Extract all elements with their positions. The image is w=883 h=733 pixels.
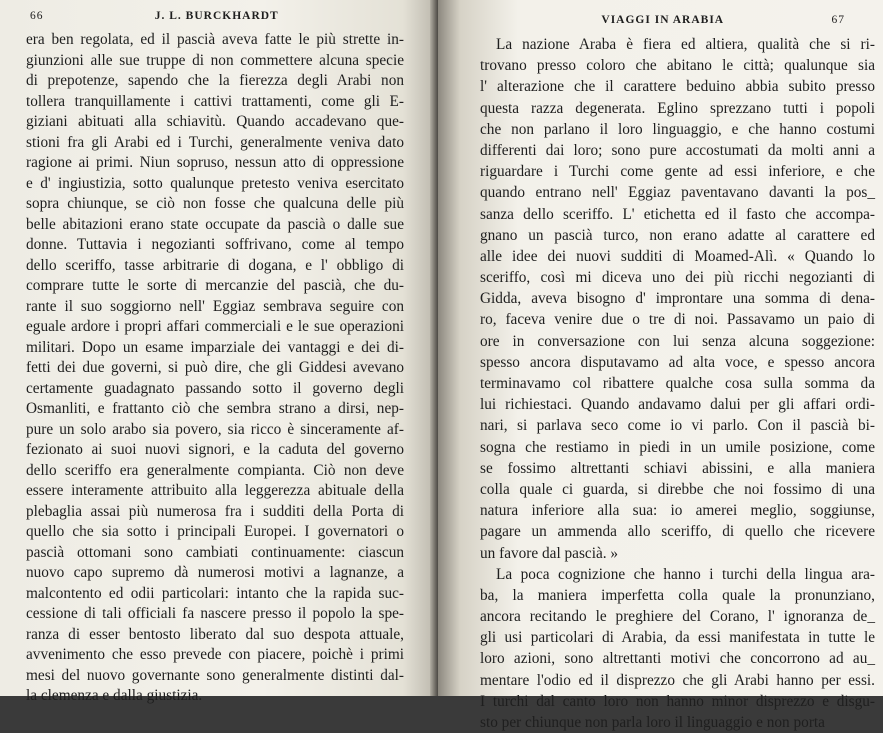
text-line: la clemenza e dalla giustizia. <box>26 687 203 704</box>
text-line: pascià ottomani sono cambiati continuamente: ciascun <box>26 543 404 561</box>
text-line: fezionato ai suoi nuovi signori, e la caduta del governo <box>26 441 404 458</box>
text-line: l' alterazione che il carattere beduino abbia subito presso <box>480 78 875 96</box>
text-line: fetti dei due governi, si può dire, che gli Giddesi avevano <box>26 359 404 376</box>
text-line: lui richiestaci. Quando andavamo dalui per gli affari ordi- <box>480 396 875 414</box>
text-line: colla quale ci guarda, si direbbe che noi fossimo di una <box>480 480 875 498</box>
text-line: giunzioni alle sue truppe di non commettere alcuna specie <box>26 51 404 69</box>
text-line: natura inferiore alla sua: io amerei meglio, soggiunse, <box>480 502 875 520</box>
text-line: sogna che restiamo in piedi in un umile posizione, come <box>480 438 875 456</box>
page-number: 67 <box>831 14 845 26</box>
text-line: ragione ai primi. Niun sopruso, nessun atto di oppressione <box>26 154 404 171</box>
text-line: cessione di tali officiali fa nascere presso il popolo la spe- <box>26 605 404 622</box>
text-line: quello che sia sotto i principali Europei. I governatori o <box>26 523 404 540</box>
text-line: belle abitazioni erano state occupate da pascià o dalle sue <box>26 215 404 233</box>
text-line: giziani abituati alla schiavitù. Quando accadevano que- <box>26 113 404 130</box>
text-line: comprare tutte le sorte di mercanzie del pascià, che du- <box>26 277 404 294</box>
text-line: La poca cognizione che hanno i turchi della lingua ara- <box>496 565 875 583</box>
left-page-header <box>26 10 404 26</box>
text-line: eguale ardore i propri affari commerciali e le sue operazioni <box>26 318 404 335</box>
text-line: tollera tranquillamente i cattivi trattamenti, come gli E- <box>26 92 404 110</box>
text-line: mesi del nuovo governante sono generalmente distinti dal- <box>26 666 404 684</box>
text-line: certamente guadagnato passando sotto il governo degli <box>26 379 404 397</box>
right-page-header <box>480 14 875 30</box>
text-line: sto per chiunque non parla loro il linguaggio e non porta <box>480 714 825 731</box>
left-page-body <box>26 30 404 707</box>
text-line: che non parlano il loro linguaggio, e che hanno costumi <box>480 120 875 138</box>
text-line: pagare un ammenda allo sceriffo, di quello che ricevere <box>480 523 875 541</box>
text-line: militari. Dopo un esame imparziale dei vantaggi e dei di- <box>26 338 404 356</box>
text-line: e d' ingiustizia, sotto qualunque pretesto veniva esercitato <box>26 174 404 192</box>
text-line: loro azioni, sono altrettanti motivi che concorrono ad au_ <box>480 650 875 668</box>
right-page-body <box>480 34 875 733</box>
text-line: plebaglia assai più numerosa fra i sudditi della Porta di <box>26 502 404 520</box>
text-line: differenti dai loro; sono pure accostumati da molti anni a <box>480 141 875 159</box>
left-page <box>0 0 438 704</box>
text-line: ancora recitando le preghiere del Corano, l' ignoranza de_ <box>480 608 875 626</box>
text-line: sanza dello sceriffo. L' etichetta ed il fasto che accompa- <box>480 205 875 223</box>
text-line: rante il suo soggiorno nell' Eggiaz sembrava seguire con <box>26 297 404 315</box>
text-line: stioni fra gli Arabi ed i Turchi, generalmente veniva dato <box>26 133 404 151</box>
text-line: terminavamo col ribattere qualche cosa sulla somma da <box>480 375 875 392</box>
text-line: avvenimento che esso prevede con piacere, poichè i primi <box>26 646 404 663</box>
running-head: VIAGGI IN ARABIA <box>601 14 725 26</box>
text-line: gnano un pascià turco, non erano adatte al carattere ed <box>480 226 875 244</box>
text-line: ranza di esser bentosto liberato dal suo despota attuale, <box>26 625 404 643</box>
text-line: sopra chiunque, se ciò non fosse che qualcuna delle più <box>26 195 404 212</box>
text-line: spesso ancora disputavamo ad alta voce, e spesso ancora <box>480 353 875 371</box>
text-line: di prepotenze, sapendo che la fierezza degli Arabi non <box>26 72 404 89</box>
text-line: malcontento ed odii particolari: intanto che la rapida suc- <box>26 584 404 602</box>
text-line: era ben regolata, ed il pascià aveva fatte le più strette in- <box>26 31 404 48</box>
text-line: un favore dal pascià. » <box>480 544 619 562</box>
text-line: riguardare i Turchi come gente ad essi inferiore, e che <box>480 163 875 181</box>
text-line: sceriffo, così mi diceva uno dei più ricchi negozianti di <box>480 269 875 287</box>
text-line: essere interamente attribuito alla leggerezza abituale della <box>26 482 404 499</box>
page-number: 66 <box>30 10 44 22</box>
text-line: quando entrano nell' Eggiaz paventavano davanti la pos_ <box>480 184 875 202</box>
text-line: trovano presso coloro che abitano le città; qualunque sia <box>480 57 875 75</box>
text-line: se fossimo altrettanti schiavi abissini, e alla maniera <box>480 459 875 477</box>
text-line: ro, faceva venire due o tre di noi. Passavamo un paio di <box>480 311 875 329</box>
text-line: questa razza degenerata. Eglino sprezzano tutti i popoli <box>480 99 875 117</box>
text-line: ore in conversazione con lui senza alcuna soggezione: <box>480 332 875 350</box>
text-line: alle idee dei nuovi sudditi di Moamed-Alì. « Quando lo <box>480 247 875 265</box>
text-line: nuovo capo supremo dà numerosi motivi a lagnanze, a <box>26 564 404 581</box>
text-line: gli usi particolari di Arabia, da essi manifestata in tutte le <box>480 629 875 647</box>
text-line: dello sceriffo era generalmente compianta. Ciò non deve <box>26 461 404 479</box>
text-line: ba, la maniera imperfetta colla quale la pronunziano, <box>480 586 875 604</box>
text-line: mentare l'odio ed il disprezzo che gli Arabi hanno per essi. <box>480 671 875 689</box>
text-line: Gidda, aveva bisogno d' improntare una somma di dena- <box>480 290 875 308</box>
right-page <box>438 0 883 731</box>
text-line: dello sceriffo, tasse arbitrarie di dogana, e l' obbligo di <box>26 256 404 274</box>
text-line: donne. Tuttavia i negozianti soffrivano, come al tempo <box>26 236 404 253</box>
running-head: J. L. BURCKHARDT <box>154 10 279 22</box>
text-line: I turchi dal canto loro non hanno minor disprezzo e disgu- <box>480 692 875 710</box>
text-line: nari, si parlava seco come io vi parlo. Con il pascià bi- <box>480 417 875 435</box>
text-line: Osmanliti, e frattanto ciò che sembra strano a dirsi, nep- <box>26 400 404 417</box>
text-line: La nazione Araba è fiera ed altiera, qualità che si ri- <box>496 36 875 53</box>
text-line: pure un solo arabo sia povero, sia ricco è sinceramente af- <box>26 420 404 438</box>
